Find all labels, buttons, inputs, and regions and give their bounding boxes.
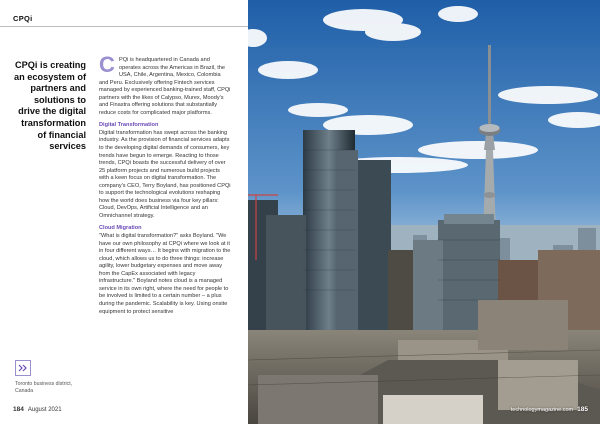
section-text: "What is digital transformation?" asks Boyland. "We have our own philosophy at CPQi where we look at it in four different ways… It begins with migration to the cloud, which allows us to do three things: increase agility, lower budgetary expenses and move away from the CapEx associated with legacy infrastructure." Boyland notes cloud is a managed service in its own right, where the need for people to be involved is limited to a certain number – a plus during the pandemic. Scalability is key. Using onsite equipment to protect sensitive: [99, 233, 231, 315]
folio-right: [511, 406, 588, 413]
issue-date: August 2021: [27, 407, 62, 413]
section-heading: Digital Transformation: [99, 122, 159, 129]
folio-left: [13, 406, 62, 413]
intro-text: PQi is headquartered in Canada and operates across the Americas in Brazil, the USA, Chile, Argentina, Mexico, Colombia and Peru. Exclusively offering Fintech services managed by experienced banking-trained staff, CPQi partners with the likes of Calypso, Murex, Moody's and Finastra offering solutions that substantially reduce costs for complicated major platforms.: [99, 57, 231, 116]
intro-paragraph: [99, 52, 231, 117]
page-number: 185: [577, 406, 588, 413]
masthead: CPQi: [13, 14, 33, 23]
page-number: 184: [13, 406, 24, 413]
section-digital-transformation: [99, 122, 231, 220]
photo-caption: Toronto business district, Canada: [15, 381, 73, 394]
double-chevron-right-icon: [15, 360, 31, 376]
article-body: [99, 52, 231, 321]
section-heading: Cloud Migration: [99, 225, 142, 232]
section-text: Digital transformation has swept across the banking industry. As the provision of financial services adapts to the developing digital demands of consumers, key trends have begun to emerge. Reacting to those trends, CPQi boasts the successful delivery of over 25 platform projects and numerous build projects with a keen focus on digital transformation. The company's CEO, Terry Boyland, has positioned CPQi to support the technological evolutions reshaping how the world does business via four key pillars: Cloud, DevOps, Artificial Intelligence and an Omnichannel strategy.: [99, 129, 231, 219]
drop-cap: C: [99, 52, 115, 77]
toronto-skyline-photo: [248, 0, 600, 424]
left-page: [0, 0, 248, 424]
section-cloud-migration: [99, 225, 231, 316]
masthead-divider: [0, 26, 248, 27]
website: technologymagazine.com: [510, 407, 574, 413]
pull-quote: CPQi is creating an ecosystem of partners and solutions to drive the digital transformation of financial services: [14, 60, 86, 152]
right-page: [248, 0, 600, 424]
